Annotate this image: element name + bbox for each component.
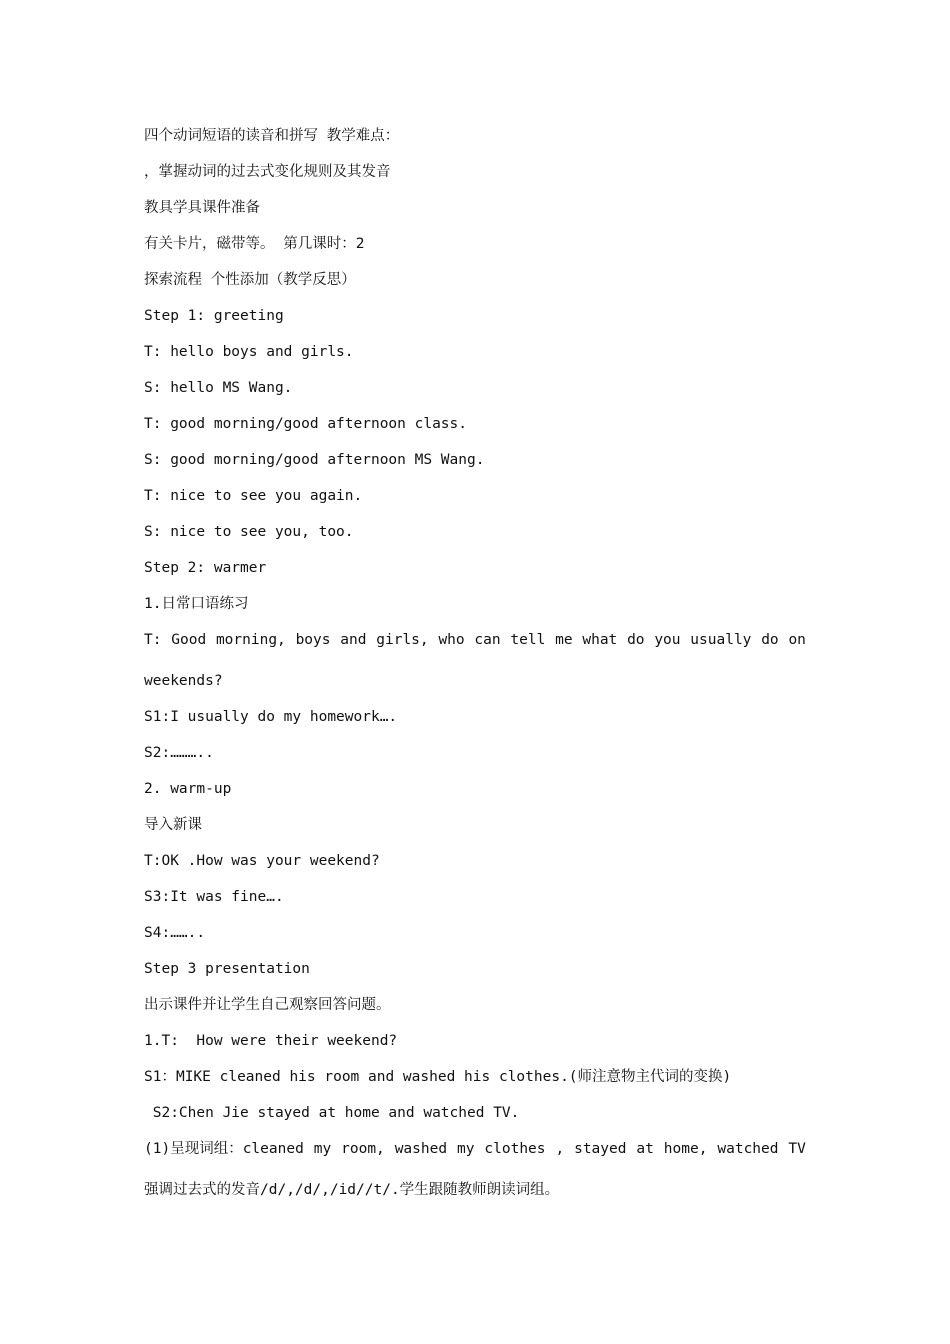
word: room, bbox=[341, 1141, 385, 1157]
dialogue-line: S1:I usually do my homework…. bbox=[144, 709, 398, 725]
word: and bbox=[340, 632, 367, 648]
word: clothes bbox=[484, 1141, 546, 1157]
dialogue-line: S2:Chen Jie stayed at home and watched TV. bbox=[144, 1105, 520, 1121]
word: me bbox=[555, 632, 573, 648]
word: what bbox=[582, 632, 618, 648]
word: watched bbox=[717, 1141, 779, 1157]
word: home, bbox=[663, 1141, 708, 1157]
text-line: 强调过去式的发音/d/,/d/,/id//t/.学生跟随教师朗读词组。 bbox=[144, 1182, 560, 1198]
step-heading: Step 2: warmer bbox=[144, 560, 267, 576]
word: T: bbox=[144, 632, 162, 648]
text-line: 四个动词短语的读音和拼写 教学难点： bbox=[144, 128, 400, 144]
text-line: 2. warm-up bbox=[144, 781, 232, 797]
word: boys bbox=[295, 632, 331, 648]
dialogue-line: T: hello boys and girls. bbox=[144, 344, 354, 360]
text-line: weekends? bbox=[144, 673, 223, 689]
step-heading: Step 3 presentation bbox=[144, 961, 310, 977]
text-line: 有关卡片，磁带等。 第几课时：2 bbox=[144, 236, 365, 252]
word: usually bbox=[690, 632, 752, 648]
text-line: 导入新课 bbox=[144, 817, 202, 833]
dialogue-line-justified bbox=[144, 631, 806, 649]
word: my bbox=[313, 1141, 332, 1157]
word: Good bbox=[171, 632, 207, 648]
word: TV bbox=[788, 1141, 806, 1157]
word: do bbox=[761, 632, 779, 648]
word: do bbox=[627, 632, 645, 648]
word: (1)呈现词组：cleaned bbox=[144, 1141, 304, 1157]
word: morning, bbox=[215, 632, 286, 648]
word: my bbox=[457, 1141, 475, 1157]
dialogue-line: S: nice to see you, too. bbox=[144, 524, 354, 540]
word: tell bbox=[510, 632, 546, 648]
word: washed bbox=[394, 1141, 448, 1157]
word: , bbox=[555, 1141, 565, 1157]
text-line: 1.日常口语练习 bbox=[144, 596, 249, 612]
dialogue-line: S4:…….. bbox=[144, 925, 206, 941]
word: stayed bbox=[574, 1141, 627, 1157]
word: girls, bbox=[376, 632, 429, 648]
word: who bbox=[438, 632, 465, 648]
word: on bbox=[788, 632, 806, 648]
word: at bbox=[636, 1141, 654, 1157]
text-line: ，掌握动词的过去式变化规则及其发音 bbox=[144, 164, 391, 180]
dialogue-line: S2:……….. bbox=[144, 745, 214, 761]
dialogue-line: T:OK .How was your weekend? bbox=[144, 853, 380, 869]
dialogue-line: T: good morning/good afternoon class. bbox=[144, 416, 468, 432]
text-line: 出示课件并让学生自己观察回答问题。 bbox=[144, 997, 391, 1013]
step-heading: Step 1: greeting bbox=[144, 308, 284, 324]
dialogue-line: S: good morning/good afternoon MS Wang. bbox=[144, 452, 485, 468]
word: can bbox=[474, 632, 501, 648]
word: you bbox=[654, 632, 681, 648]
dialogue-line: S1：MIKE cleaned his room and washed his clothes.(师注意物主代词的变换) bbox=[144, 1069, 732, 1085]
dialogue-line: 1.T: How were their weekend? bbox=[144, 1033, 398, 1049]
phrase-list-justified bbox=[144, 1140, 806, 1158]
text-line: 教具学具课件准备 bbox=[144, 200, 260, 216]
dialogue-line: T: nice to see you again. bbox=[144, 488, 363, 504]
text-line: 探索流程 个性添加（教学反思） bbox=[144, 272, 356, 288]
dialogue-line: S3:It was fine…. bbox=[144, 889, 284, 905]
dialogue-line: S: hello MS Wang. bbox=[144, 380, 293, 396]
